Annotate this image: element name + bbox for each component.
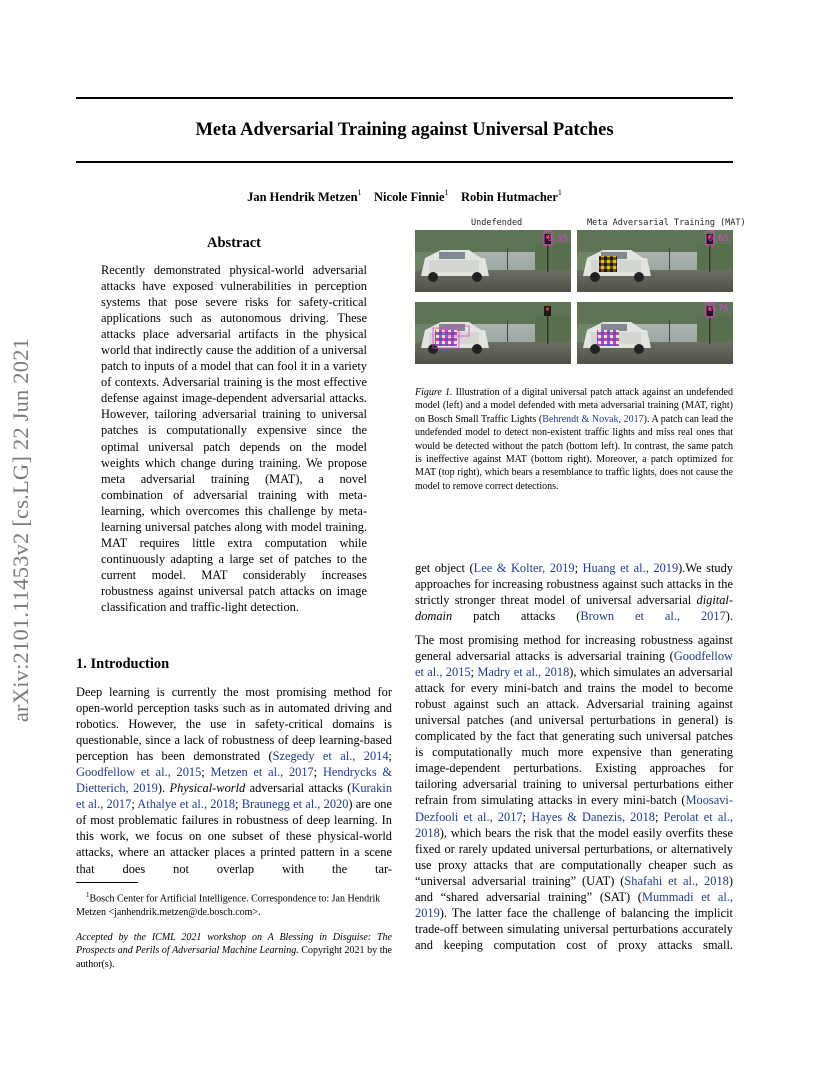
author-name: Jan Hendrik Metzen	[247, 190, 358, 204]
citation-link[interactable]: Metzen et al., 2017	[210, 765, 314, 780]
body-text: ).We study approaches for increasing robustness against such attacks in the strictly stronger threat model of universal adversarial	[415, 561, 734, 608]
citation-link[interactable]: Brown et al., 2017	[580, 609, 726, 624]
body-text: ) are one of most problematic failures in robustness of deep learning. In this work, we focus on one subset of these physical-world attacks, where an attacker places a printed pattern in a scene that does not overlap with the tar-	[76, 797, 393, 876]
citation-link[interactable]: Perolat et al., 2018	[415, 809, 733, 840]
arxiv-identifier[interactable]: arXiv:2101.11453v2 [cs.LG] 22 Jun 2021	[8, 337, 33, 723]
citation-link[interactable]: Madry et al., 2018	[477, 665, 570, 680]
body-text: adversarial attacks (	[245, 781, 352, 796]
abstract-text: Recently demonstrated physical-world adversarial attacks have exposed vulnerabilities in perception systems that pose severe risks for safety-critical applications such as autonomous driving. These attacks place adversarial artifacts in the physical world that indirectly cause the addition of a universal patch to inputs of a model that can fool it in a variety of contexts. Adversarial training is the most effective defense against image-dependent adversarial attacks. However, tailoring adversarial training to universal patches is computationally expensive since the optimal universal patch depends on the model weights which change during training. We propose meta adversarial training (MAT), a novel combination of adversarial training with meta-learning, which overcomes this challenge by meta-learning universal patches along with model training. MAT requires little extra computation while continuously adapting a large set of patches to the current model. MAT considerably increases robustness against universal patch attacks on image classification and traffic-light detection.	[101, 263, 367, 614]
citation-link[interactable]: Moosavi-Dezfooli et al., 2017	[415, 793, 733, 824]
abstract-heading: Abstract	[207, 235, 261, 251]
figure-traffic-light-patches	[415, 218, 746, 370]
citation-link[interactable]: Braunegg et al., 2020	[241, 797, 349, 812]
body-text: get object (	[415, 561, 474, 575]
body-text: ).	[725, 609, 733, 624]
paper-title: Meta Adversarial Training against Universal Patches	[195, 120, 614, 140]
author-name: Nicole Finnie	[374, 190, 445, 204]
body-paragraph: get object (Lee & Kolter, 2019; Huang et al., 2019).We study approaches for increasing robustness against such attacks in the strictly stronger threat model of universal adversarial digital-domain patch attacks (Brown et al., 2017).	[415, 561, 734, 624]
emphasis-text: digital-domain	[415, 593, 733, 624]
caption-text: Illustration of a digital universal patch attack against an undefended model (left) and a model defended with meta adversarial training (MAT, right) on Bosch Small Traffic Lights (	[415, 387, 733, 425]
figure-scenes	[415, 230, 733, 370]
top-rule	[76, 97, 733, 99]
body-text: patch attacks (	[452, 609, 581, 624]
panel-label-mat: Meta Adversarial Training (MAT)	[587, 218, 746, 228]
caption-text: ). A patch can lead the undefended model to detect non-existent traffic lights and miss real ones that would be detected without the patch (bottom left). In contrast, the same patch is ineffective against MAT (bottom right). Moreover, a patch optimized for MAT (top right), which bears a resemblance to traffic lights, does not cause the model to remove correct detections.	[415, 413, 734, 492]
introduction-paragraph: Deep learning is currently the most promising method for open-world perception tasks such as in automated driving and robotics. However, the use in safety-critical domains is questionable, since a lack of robustness of deep learning-based perception has been demonstrated (Szegedy et al., 2014; Goodfellow et al., 2015; Metzen et al., 2017; Hendrycks & Dietterich, 2019). Physical-world adversarial attacks (Kurakin et al., 2017; Athalye et al., 2018; Braunegg et al., 2020) are one of most problematic failures in robustness of deep learning. In this work, we focus on one subset of these physical-world attacks, where an attacker places a printed pattern in a scene that does not overlap with the tar-	[76, 685, 393, 876]
citation-link[interactable]: Behrendt & Novak, 2017	[542, 413, 644, 425]
section-heading-introduction: 1. Introduction	[76, 656, 170, 672]
footnote-mark: 1	[86, 891, 90, 899]
body-text: ), which bears the risk that the model easily overfits these fixed or rarely updated universal perturbations, or alternatively use proxy attacks that are computationally cheaper such as “universal adversarial training” (UAT) (	[415, 825, 733, 888]
citation-link[interactable]: Kurakin et al., 2017	[76, 781, 393, 812]
author-list	[76, 190, 733, 205]
citation-link[interactable]: Mummadi et al., 2019	[415, 889, 734, 920]
citation-link[interactable]: Athalye et al., 2018	[137, 797, 236, 812]
affiliation-mark: 1	[557, 188, 562, 197]
citation-link[interactable]: Hendrycks & Dietterich, 2019	[76, 765, 393, 796]
citation-link[interactable]: Shafahi et al., 2018	[624, 873, 729, 888]
citation-link[interactable]: Goodfellow et al., 2015	[76, 765, 202, 780]
acceptance-venue: Accepted by the ICML 2021 workshop on A Blessing in Disguise: The Prospects and Perils of Adversarial Machine Learning.	[76, 932, 392, 957]
affiliation-mark: 1	[444, 188, 449, 197]
footnote-text: Bosch Center for Artificial Intelligence. Correspondence to: Jan Hendrik Metzen <janhendrik.metzen@de.bosch.com>.	[76, 893, 381, 918]
body-text: ) and “shared adversarial training” (SAT) (	[415, 873, 733, 904]
affiliation-mark: 1	[357, 188, 362, 197]
title-bottom-rule	[76, 161, 733, 163]
emphasis-text: Physical-world	[169, 781, 246, 796]
detection-score-top-right: 0.65	[708, 234, 729, 244]
figure-number: Figure 1.	[415, 387, 453, 398]
acceptance-note	[76, 931, 392, 971]
citation-link[interactable]: Lee & Kolter, 2019	[473, 561, 575, 575]
body-text: ). The latter face the challenge of balancing the implicit trade-off between simulating universal perturbations accurately and keeping computation cost of proxy attacks small.	[415, 905, 733, 952]
citation-link[interactable]: Hayes & Danezis, 2018	[531, 809, 655, 824]
author-name: Robin Hutmacher	[461, 190, 558, 204]
detection-score-bottom-right: 0.76	[708, 304, 729, 314]
citation-link[interactable]: Huang et al., 2019	[582, 561, 679, 575]
footnote-rule	[76, 882, 138, 883]
citation-link[interactable]: Goodfellow et al., 2015	[415, 649, 733, 680]
detection-score-top-left: 0.35	[547, 234, 568, 244]
copyright-text: Copyright 2021 by the author(s).	[76, 945, 392, 970]
body-text: Deep learning is currently the most promising method for open-world perception tasks such as in automated driving and robotics. However, the use in safety-critical domains is questionable, since a lack of robustness of deep learning-based perception has been demonstrated (	[76, 685, 392, 764]
panel-label-undefended: Undefended	[471, 218, 523, 228]
body-text: The most promising method for increasing robustness against general adversarial attacks is adversarial training (	[415, 633, 733, 664]
figure-caption	[415, 386, 733, 493]
citation-link[interactable]: Szegedy et al., 2014	[272, 749, 389, 764]
body-text: ), which simulates an adversarial attack for every mini-batch and trains the model to become robust against such an attack. Adversarial training against universal patches (and universal perturbations in general) is complicated by the fact that generating such universal patches is computationally much more expensive than generating image-dependent perturbations. Existing approaches for tailoring adversarial training to universal perturbations either refrain from simulating attacks in every mini-batch (	[415, 665, 734, 808]
body-paragraph: The most promising method for increasing robustness against general adversarial attacks is adversarial training (Goodfellow et al., 2015; Madry et al., 2018), which simulates an adversarial attack for every mini-batch and trains the model to become robust against such an attack. Adversarial training against universal patches (and universal perturbations in general) is complicated by the fact that generating such universal patches is computationally much more expensive than generating image-dependent perturbations. Existing approaches for tailoring adversarial training to universal perturbations either refrain from simulating attacks in every mini-batch (Moosavi-Dezfooli et al., 2017; Hayes & Danezis, 2018; Perolat et al., 2018), which bears the risk that the model easily overfits these fixed or rarely updated universal perturbations, or alternatively use proxy attacks that are computationally cheaper such as “universal adversarial training” (UAT) (Shafahi et al., 2018) and “shared adversarial training” (SAT) (Mummadi et al., 2019). The latter face the challenge of balancing the implicit trade-off between simulating universal perturbations accurately and keeping computation cost of proxy attacks small.	[415, 633, 734, 952]
scene-undefended-bottom	[415, 302, 571, 364]
body-text: ).	[157, 781, 170, 796]
footnote	[76, 889, 392, 919]
